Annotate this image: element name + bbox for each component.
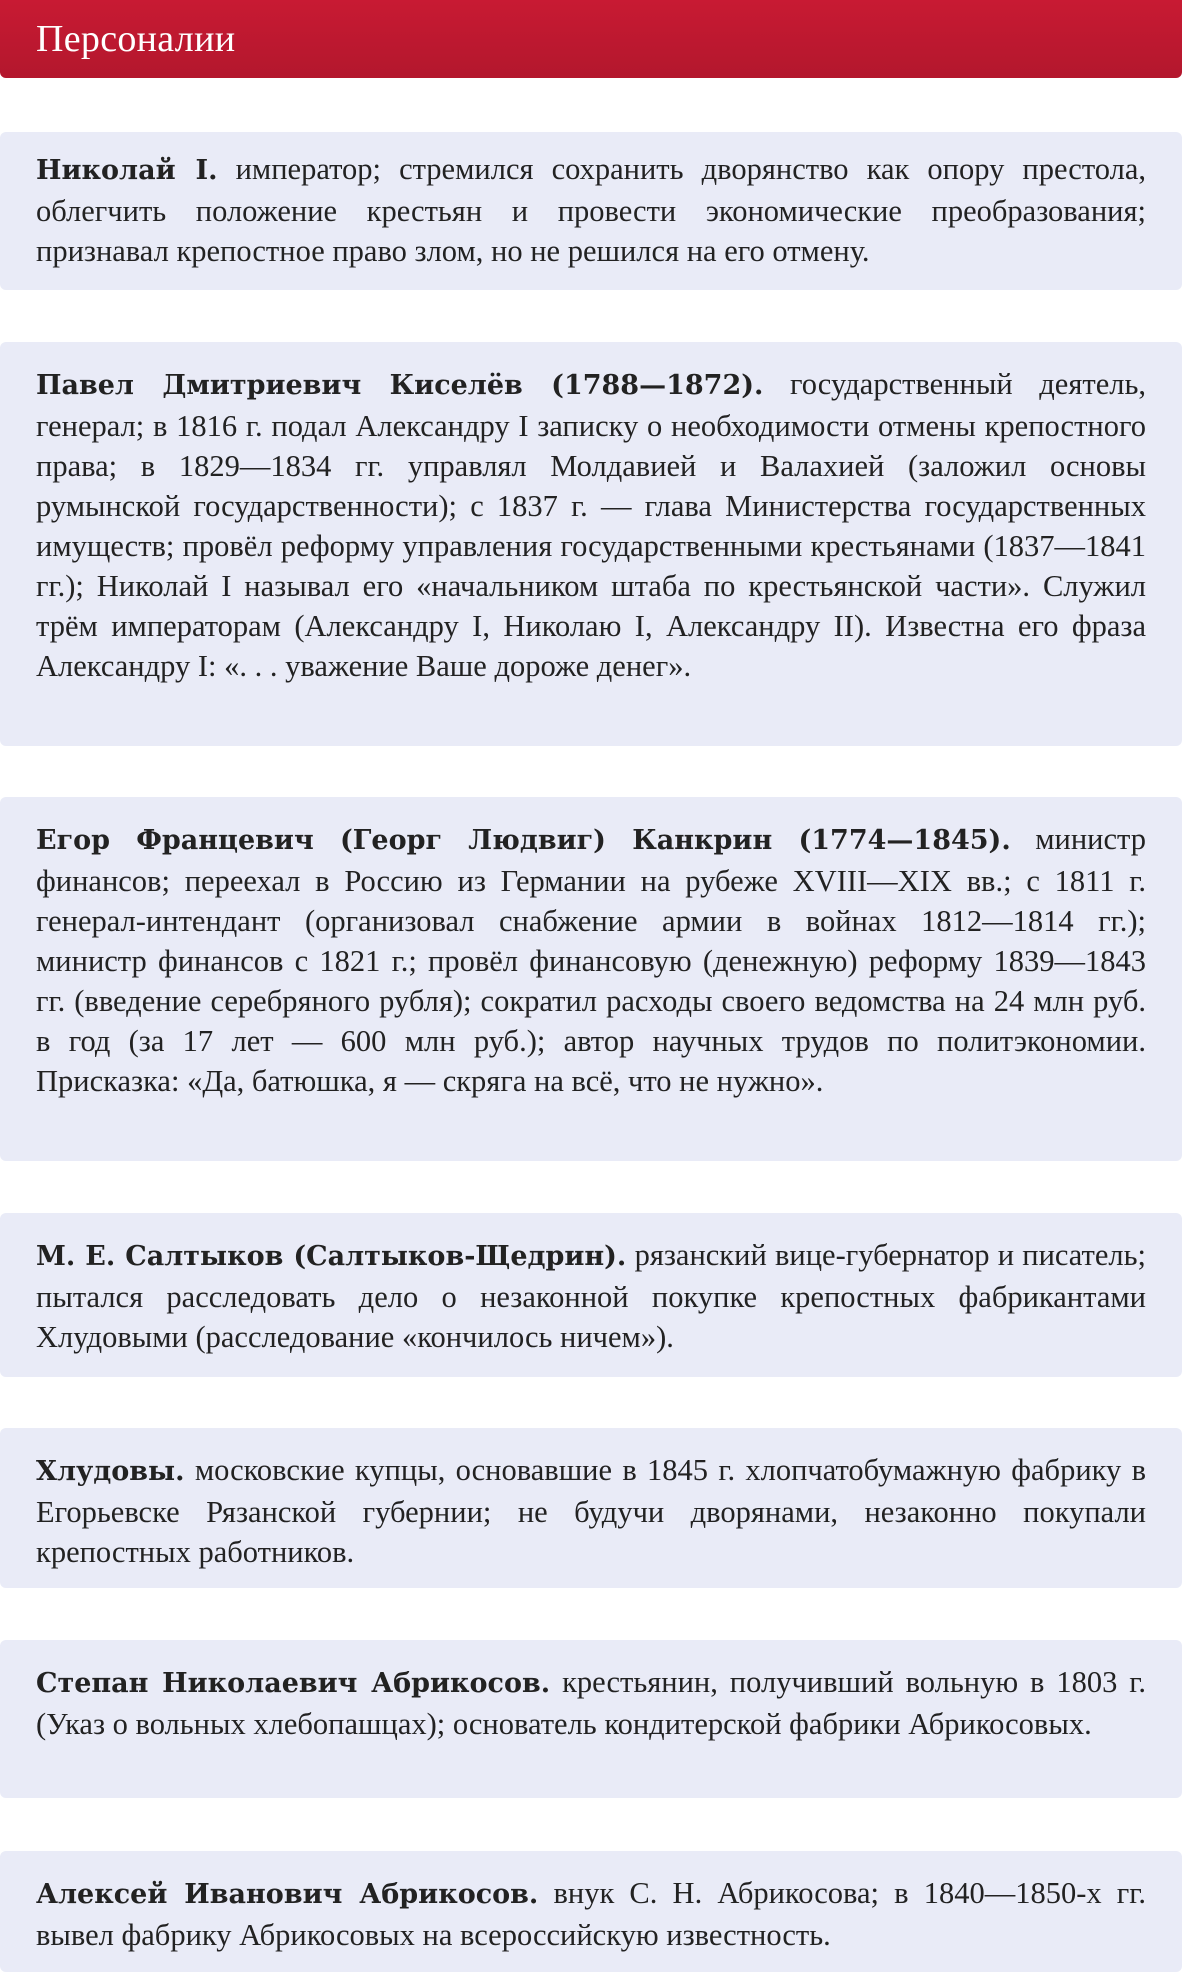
person-card: [0, 1213, 1182, 1377]
person-description: министр финансов; переехал в Россию из Германии на рубеже XVIII—XIX вв.; с 1811 г. генерал-интендант (организовал снабжение армии в войнах 1812—1814 гг.); министр финансов с 1821 г.; провёл финансовую (денежную) реформу 1839—1843 гг. (введение серебряного рубля); сократил расходы своего ведомства на 24 млн руб. в год (за 17 лет — 600 млн руб.); автор научных трудов по политэкономии. Присказка: «Да, батюшка, я — скряга на всё, что не нужно».: [36, 822, 1146, 1098]
person-card: [0, 1428, 1182, 1588]
person-entry: [36, 364, 1146, 686]
person-card: [0, 1640, 1182, 1798]
person-card: [0, 797, 1182, 1161]
person-description: император; стремился сохранить дворянство как опору престола, облегчить положение крестьян и провести экономические преобразования; признавал крепостное право злом, но не решился на его отмену.: [36, 152, 1146, 268]
section-header: [0, 0, 1182, 78]
person-entry: [36, 149, 1146, 271]
person-description: государственный деятель, генерал; в 1816 г. подал Александру I записку о необходимости отмены крепостного права; в 1829—1834 гг. управлял Молдавией и Валахией (заложил основы румынской государственности); с 1837 г. — глава Министерства государственных имуществ; провёл реформу управления государственными крестьянами (1837—1841 гг.); Николай I называл его «начальником штаба по крестьянской части». Служил трём императорам (Александру I, Николаю I, Александру II). Известна его фраза Александру I: «. . . уважение Ваше дороже денег».: [36, 367, 1146, 683]
person-entry: [36, 1873, 1146, 1955]
person-description: рязанский вице-губернатор и писатель; пытался расследовать дело о незаконной покупке крепостных фабрикантами Хлудовыми (расследование «кончилось ничем»).: [36, 1238, 1147, 1354]
person-name: Николай I.: [36, 155, 218, 186]
person-name: Хлудовы.: [36, 1456, 185, 1487]
person-entry: [36, 1235, 1146, 1357]
person-entry: [36, 819, 1146, 1101]
person-card: [0, 132, 1182, 290]
person-description: московские купцы, основавшие в 1845 г. хлопчатобумажную фабрику в Егорьевске Рязанской губернии; не будучи дворянами, незаконно покупали крепостных работников.: [36, 1453, 1146, 1569]
person-name: Павел Дмитриевич Киселёв (1788—1872).: [36, 370, 764, 401]
person-name: Егор Францевич (Георг Людвиг) Канкрин (1774—1845).: [36, 825, 1011, 856]
person-name: Алексей Иванович Абрикосов.: [36, 1879, 539, 1910]
person-description: внук С. Н. Абрикосова; в 1840—1850-х гг. вывел фабрику Абрикосовых на всероссийскую известность.: [36, 1876, 1146, 1952]
person-entry: [36, 1450, 1146, 1572]
person-name: М. Е. Салтыков (Салтыков-Щедрин).: [36, 1241, 627, 1272]
person-entry: [36, 1662, 1146, 1744]
person-card: [0, 342, 1182, 746]
person-name: Степан Николаевич Абрикосов.: [36, 1668, 551, 1699]
person-card: [0, 1851, 1182, 1972]
section-title: Персоналии: [36, 18, 236, 60]
person-description: крестьянин, получивший вольную в 1803 г. (Указ о вольных хлебопашцах); основатель кондитерской фабрики Абрикосовых.: [36, 1665, 1147, 1741]
